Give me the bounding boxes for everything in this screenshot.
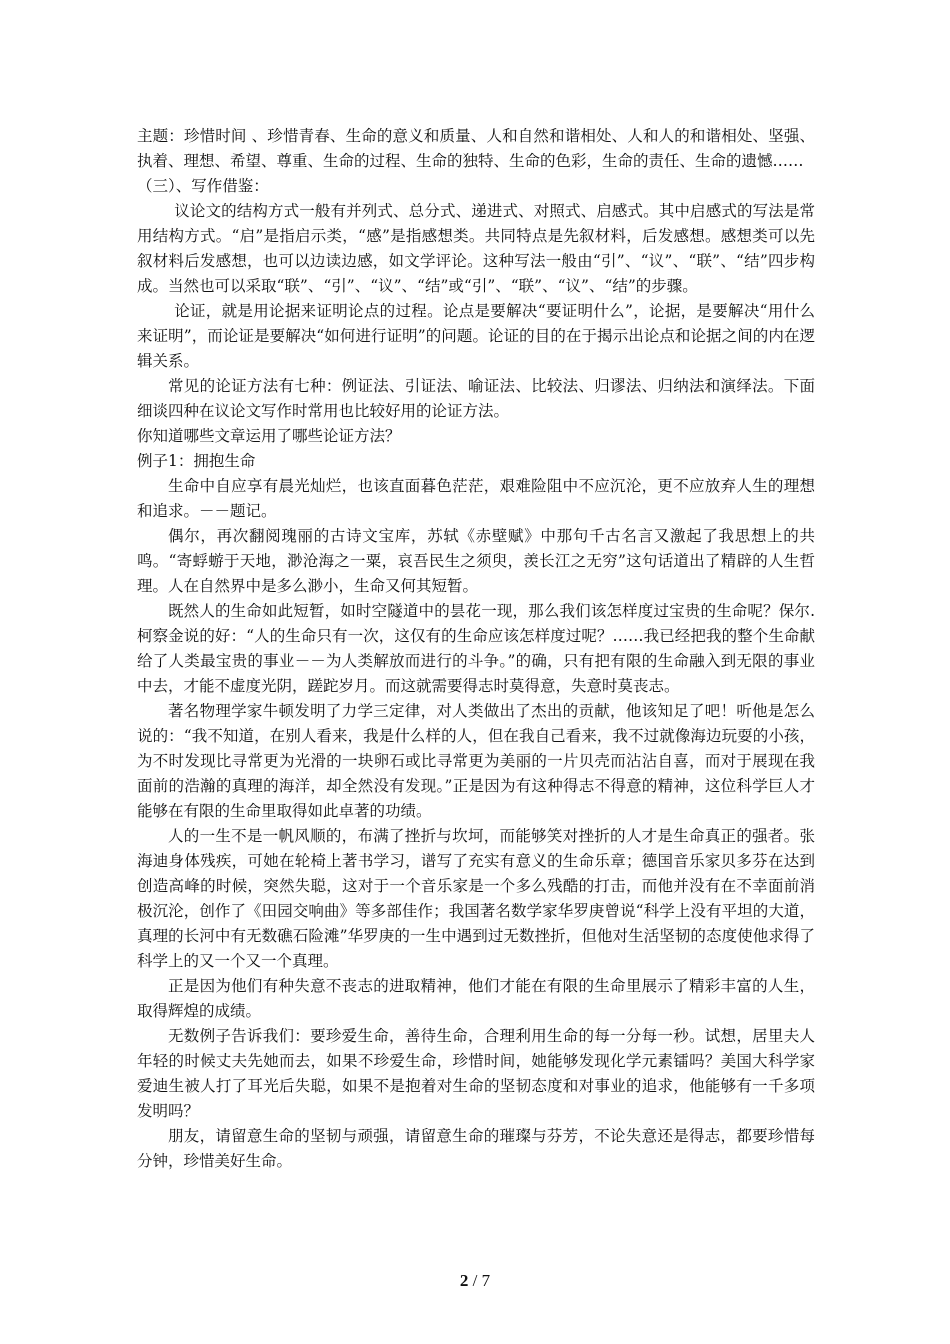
document-body: [137, 124, 815, 1174]
body-paragraph: 无数例子告诉我们：要珍爱生命，善待生命，合理利用生命的每一分每一秒。试想，居里夫人年轻的时候丈夫先她而去，如果不珍爱生命，珍惜时间，她能够发现化学元素镭吗？美国大科学家爱迪生被人打了耳光后失聪，如果不是抱着对生命的坚韧态度和对事业的追求，他能够有一千多项发明吗？: [137, 1027, 815, 1120]
body-paragraph: 常见的论证方法有七种：例证法、引证法、喻证法、比较法、归谬法、归纳法和演绎法。下面细谈四种在议论文写作时常用也比较好用的论证方法。: [137, 377, 815, 420]
body-paragraph: 议论文的结构方式一般有并列式、总分式、递进式、对照式、启感式。其中启感式的写法是常用结构方式。“启”是指启示类，“感”是指感想类。共同特点是先叙材料，后发感想。感想类可以先叙材料后发感想，也可以边读边感，如文学评论。这种写法一般由“引”、“议”、“联”、“结”四步构成。当然也可以采取“联”、“引”、“议”、“结”或“引”、“联”、“议”、“结”的步骤。: [137, 202, 815, 295]
body-paragraph: 正是因为他们有种失意不丧志的进取精神，他们才能在有限的生命里展示了精彩丰富的人生，取得辉煌的成绩。: [137, 977, 815, 1020]
current-page-number: 2: [459, 1271, 469, 1290]
epigraph-paragraph: 生命中自应享有晨光灿烂，也该直面暮色茫茫，艰难险阻中不应沉沦，更不应放弃人生的理想和追求。－－题记。: [137, 477, 815, 520]
body-paragraph: 朋友，请留意生命的坚韧与顽强，请留意生命的璀璨与芬芳，不论失意还是得志，都要珍惜每分钟，珍惜美好生命。: [137, 1127, 815, 1170]
body-paragraph: 论证，就是用论据来证明论点的过程。论点是要解决“要证明什么”，论据，是要解决“用什么来证明”，而论证是要解决“如何进行证明”的问题。论证的目的在于揭示出论点和论据之间的内在逻辑关系。: [137, 302, 815, 370]
body-paragraph: 著名物理学家牛顿发明了力学三定律，对人类做出了杰出的贡献，他该知足了吧！听他是怎么说的：“我不知道，在别人看来，我是什么样的人，但在我自己看来，我不过就像海边玩耍的小孩，为不时发现比寻常更为光滑的一块卵石或比寻常更为美丽的一片贝壳而沾沾自喜，而对于展现在我面前的浩瀚的真理的海洋，却全然没有发现。”正是因为有这种得志不得意的精神，这位科学巨人才能够在有限的生命里取得如此卓著的功绩。: [137, 702, 815, 820]
total-pages: 7: [481, 1271, 491, 1290]
page-number: [0, 1271, 950, 1291]
topic-paragraph: 主题：珍惜时间 、珍惜青春、生命的意义和质量、人和自然和谐相处、人和人的和谐相处、坚强、执着、理想、希望、尊重、生命的过程、生命的独特、生命的色彩，生命的责任、生命的遗憾……: [137, 127, 815, 170]
page-separator: /: [468, 1271, 482, 1290]
body-paragraph: 既然人的生命如此短暂，如时空隧道中的昙花一现，那么我们该怎样度过宝贵的生命呢？保尔.柯察金说的好：“人的生命只有一次，这仅有的生命应该怎样度过呢？……我已经把我的整个生命献给了人类最宝贵的事业－－为人类解放而进行的斗争。”的确，只有把有限的生命融入到无限的事业中去，才能不虚度光阴，蹉跎岁月。而这就需要得志时莫得意，失意时莫丧志。: [137, 602, 815, 695]
example-title: 例子1：拥抱生命: [137, 452, 256, 470]
question-line: 你知道哪些文章运用了哪些论证方法？: [137, 427, 401, 445]
body-paragraph: 人的一生不是一帆风顺的，布满了挫折与坎坷，而能够笑对挫折的人才是生命真正的强者。张海迪身体残疾，可她在轮椅上著书学习，谱写了充实有意义的生命乐章；德国音乐家贝多芬在达到创造高峰的时候，突然失聪，这对于一个音乐家是一个多么残酷的打击，而他并没有在不幸面前消极沉沦，创作了《田园交响曲》等多部佳作；我国著名数学家华罗庚曾说“科学上没有平坦的大道，真理的长河中有无数礁石险滩”华罗庚的一生中遇到过无数挫折，但他对生活坚韧的态度使他求得了科学上的又一个又一个真理。: [137, 827, 815, 970]
section-heading: （三）、写作借鉴：: [137, 177, 269, 195]
body-paragraph: 偶尔，再次翻阅瑰丽的古诗文宝库，苏轼《赤壁赋》中那句千古名言又激起了我思想上的共鸣。“寄蜉蝣于天地，渺沧海之一粟，哀吾民生之须臾，羡长江之无穷”这句话道出了精辟的人生哲理。人在自然界中是多么渺小，生命又何其短暂。: [137, 527, 815, 595]
